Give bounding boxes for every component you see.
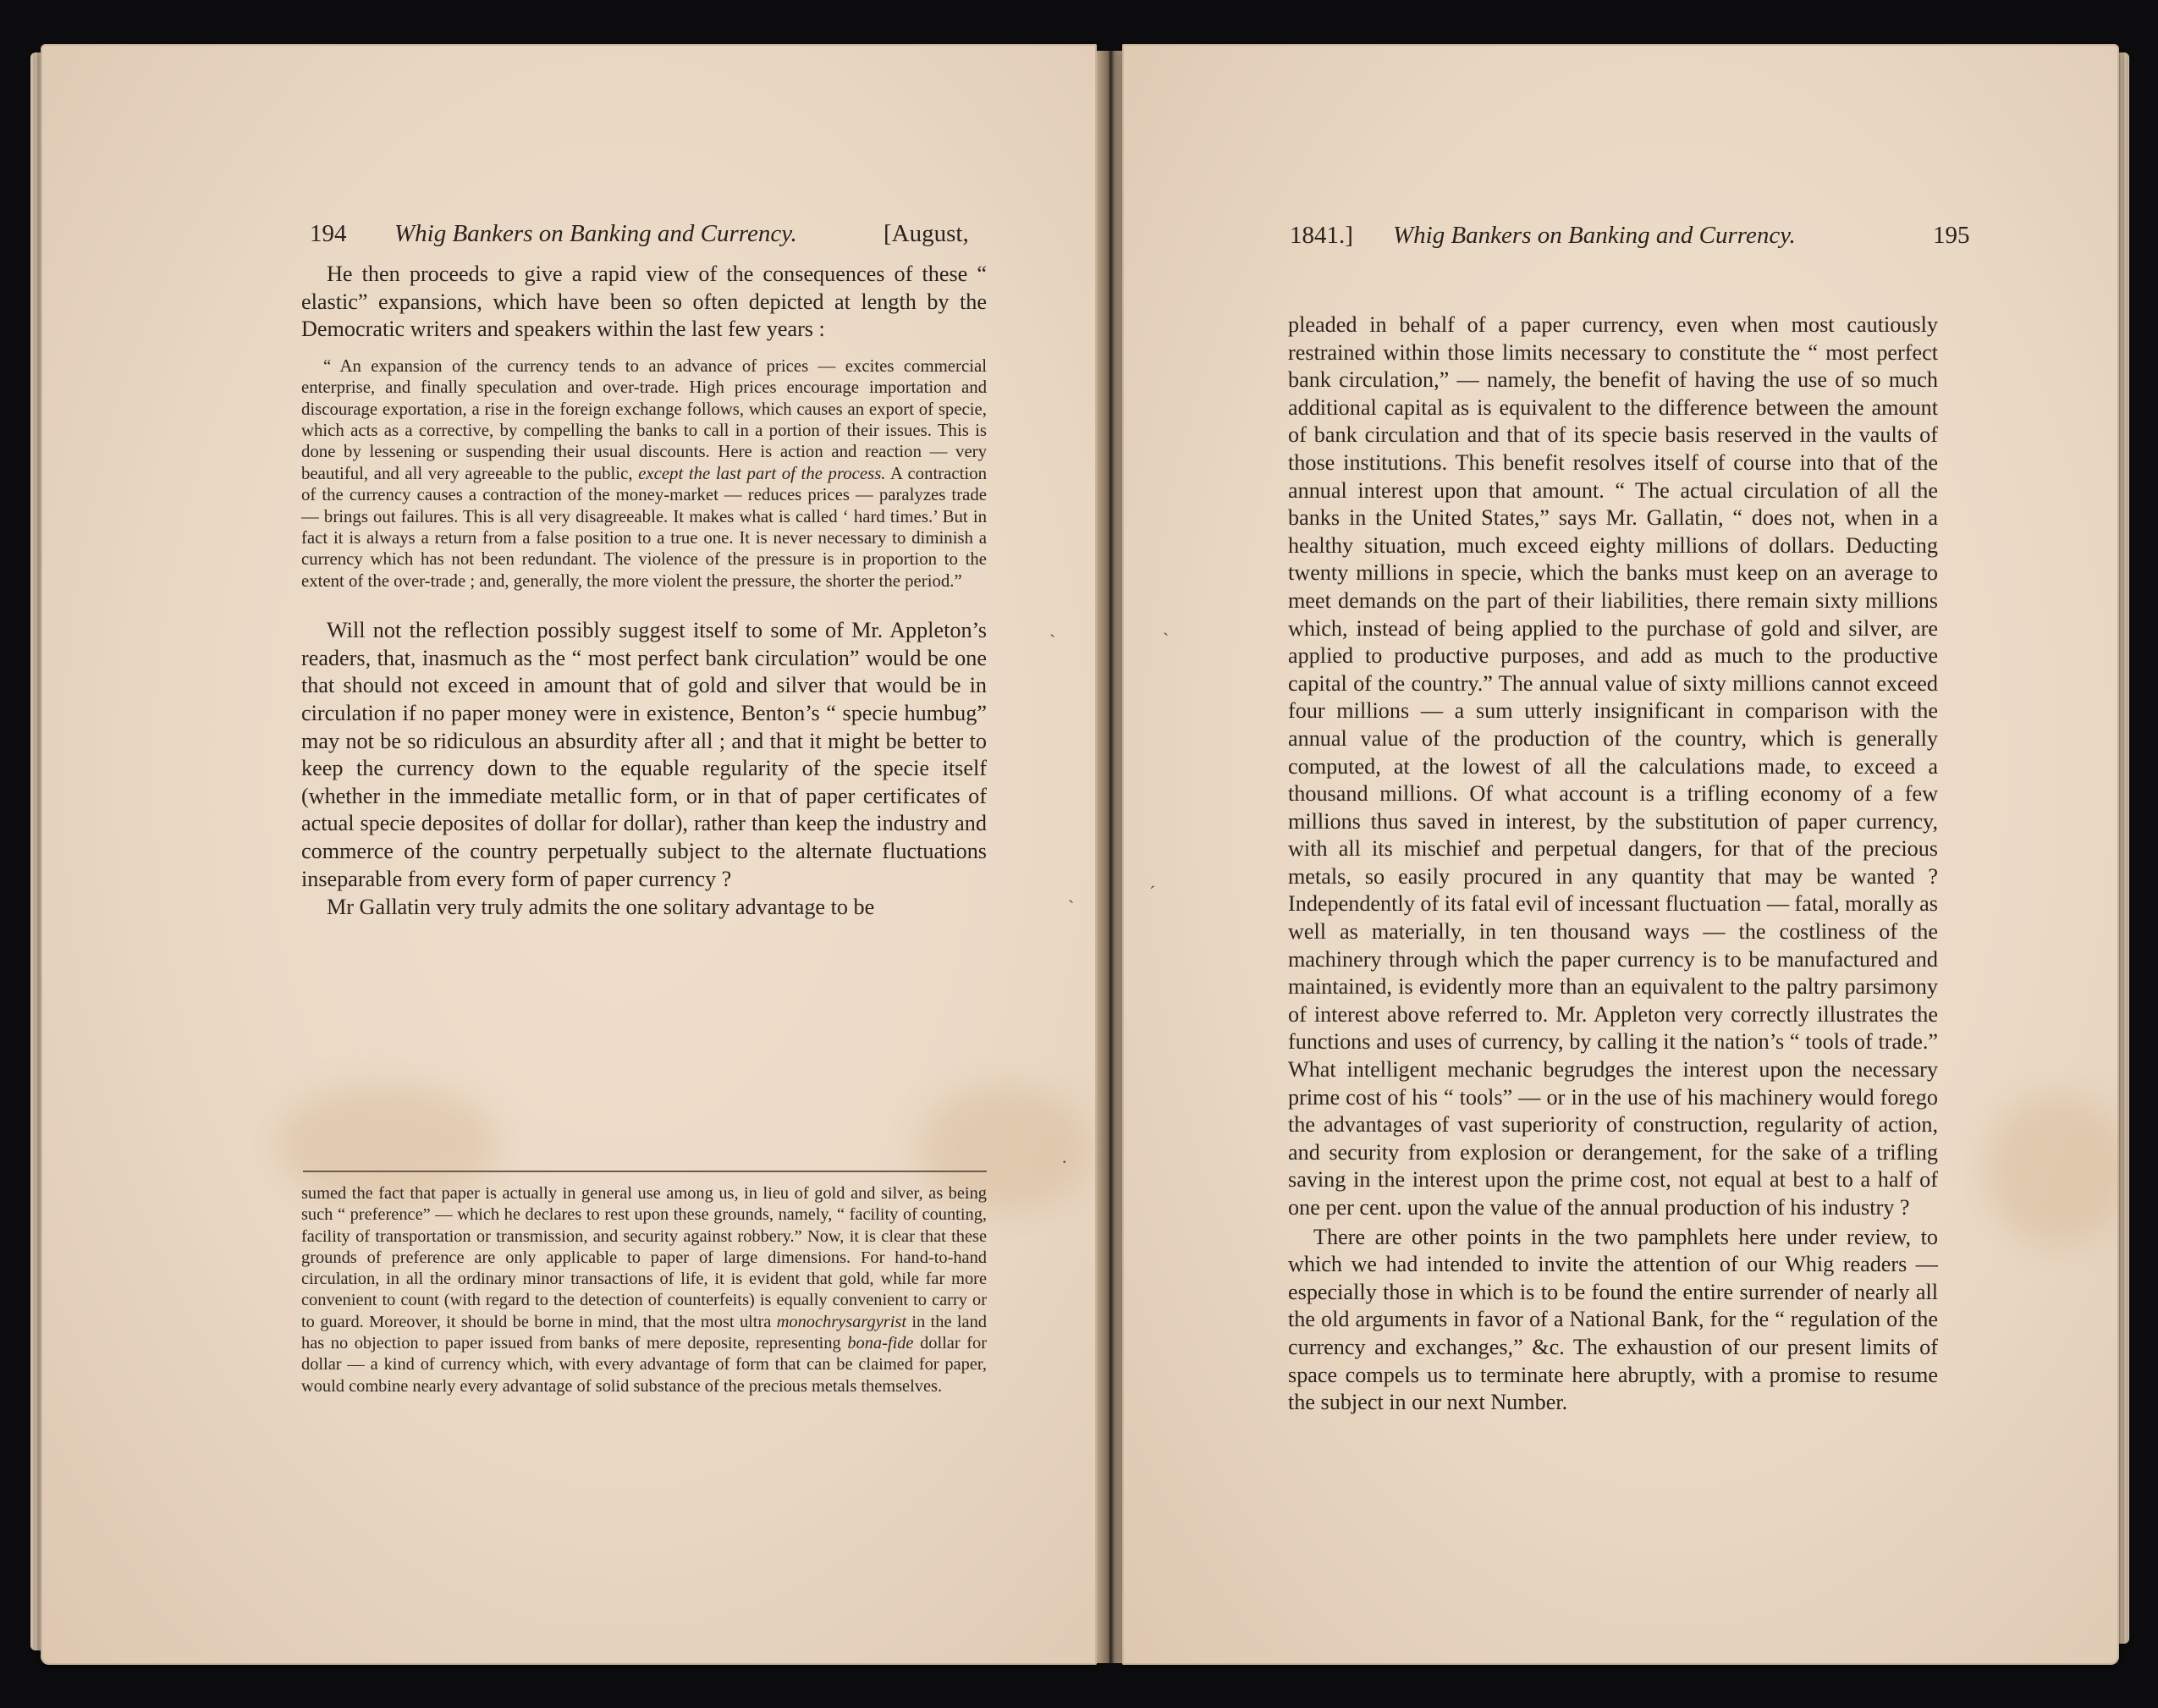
left-running-head [310,220,1012,251]
quote-segment: A contraction of the currency causes a contraction of the money-market — reduces prices — paralyzes trade — brings out failures. This is all very disagreeable. It makes what is called ‘ hard times.’ But in fact it is always a return from a false position to a true one. It is never necessary to diminish a currency which has not been redundant. The violence of the pressure is in proportion to the extent of the over-trade ; and, generally, the more violent the pressure, the shorter the period.” [301,463,987,591]
margin-mark: ˏ [1049,616,1056,637]
running-title: Whig Bankers on Banking and Currency. [394,220,797,247]
issue-date: 1841.] [1290,222,1353,249]
page-number: 194 [310,220,347,247]
main-paragraph: pleaded in behalf of a paper currency, even when most cautiously restrained within those limits necessary to constitute the “ most perfect bank circulation,” — namely, the benefit of having the use of so much additional capital as is equivalent to the difference between the amount of bank circulation and that of its specie basis reserved in the vaults of those institutions. This benefit resolves itself of course into that of the annual interest upon that amount. “ The actual circulation of all the banks in the United States,” says Mr. Gallatin, “ does not, when in a healthy situation, much exceed eighty millions of dollars. Deducting twenty millions in specie, which the banks must keep on an average to meet demands on the part of their liabilities, there remain sixty millions which, instead of being applied to the purchase of gold and silver, are applied to productive purposes, and add as much to the productive capital of the country.” The annual value of sixty millions cannot exceed four millions — a sum utterly insignificant in comparison with the annual value of the production of the country, which is generally computed, at the lowest of all the calculations made, to exceed a thousand millions. Of what account is a trifling economy of a few millions thus saved in interest, by the substitution of paper currency, with all its mischief and perpetual dangers, for that of the precious metals, so easily procured in any quantity that may be wanted ? Independently of its fatal evil of incessant fluctuation — fatal, morally as well as materially, in ten thousand ways — the costliness of the machinery through which the paper currency is to be manufactured and maintained, is evidently more than an equivalent to the paltry parsimony of interest above referred to. Mr. Appleton very correctly illustrates the functions and uses of currency, by calling it the nation’s “ tools of trade.” What intelligent mechanic begrudges the interest upon the necessary prime cost of his “ tools” — or in the use of his machinery would forego the advantages of vast superiority of construction, regularity of action, and security from explosion or derangement, for the sake of a trifling saving in the interest upon the prime cost, not equal at best to a half of one per cent. upon the value of the annual production of his industry ? [1288,312,1938,1220]
block-quotation [301,344,987,592]
footnote-rule [303,1171,987,1172]
gallatin-paragraph: Mr Gallatin very truly admits the one solitary advantage to be [327,895,875,920]
footnote-emphasis: bona-fide [847,1334,914,1353]
margin-mark: ˎ [1068,882,1075,903]
margin-mark: ˊ [1149,882,1156,903]
quote-emphasis: except the last part of the process. [638,463,886,483]
margin-mark: · [1061,1151,1068,1172]
running-title: Whig Bankers on Banking and Currency. [1393,222,1796,249]
footnote-segment: dollar for dollar — a kind of currency which, with every advantage of form that can be claimed for paper, would combine nearly every advantage of solid substance of the precious metals themselves. [301,1334,987,1396]
quote-text [301,355,987,592]
footnote-emphasis: monochrysargyrist [776,1312,906,1331]
footnote-segment: in the land has no objection to paper issued from banks of mere deposite, representing [301,1312,987,1353]
left-text-column [301,261,987,922]
right-page [1122,44,2119,1665]
right-running-head [1290,222,1992,252]
issue-date: [August, [884,220,969,247]
intro-paragraph: He then proceeds to give a rapid view of the consequences of these “ elastic” expansions, which have been so often depicted at length by the Democratic writers and speakers within the last few years : [301,262,987,342]
page-number: 195 [1933,222,1970,249]
left-page [41,44,1097,1665]
closing-paragraph: There are other points in the two pamphlets here under review, to which we had intended to invite the attention of our Whig readers — especially those in which is to be found the entire surrender of nearly all the old arguments in favor of a National Bank, for the “ regulation of the currency and exchanges,” &c. The exhaustion of our present limits of space compels us to terminate here abruptly, with a promise to resume the subject in our next Number. [1288,1224,1938,1415]
right-text-column [1288,311,1938,1417]
quote-segment: “ An expansion of the currency tends to an advance of prices — excites commercial enterprise, and finally speculation and over-trade. High prices encourage importation and discourage exportation, a rise in the foreign exchange follows, which causes an export of specie, which acts as a corrective, by compelling the banks to call in a portion of their issues. This is done by lessening or suspending their usual discounts. Here is action and reaction — very beautiful, and all very agreeable to the public, [301,355,987,483]
book-gutter [1097,51,1122,1663]
reflection-paragraph: Will not the reflection possibly suggest itself to some of Mr. Appleton’s readers, that, inasmuch as the “ most perfect bank circulation” would be one that should not exceed in amount that of gold and silver that would be in circulation if no paper money were in existence, Benton’s “ specie humbug” may not be so ridiculous an absurdity after all ; and that it might be better to keep the currency down to the equable regularity of the specie itself (whether in the immediate metallic form, or in that of paper certificates of actual specie deposites of dollar for dollar), rather than keep the industry and commerce of the country perpetually subject to the alternate fluctuations inseparable from every form of paper currency ? [301,618,987,891]
paper-stain [1985,1094,2119,1246]
footnote-segment: sumed the fact that paper is actually in general use among us, in lieu of gold and silver, as being such “ preference” — which he declares to rest upon these grounds, namely, “ facility of counting, facility of transportation or transmission, and security against robbery.” Now, it is clear that these grounds of preference are only applicable to paper of large dimensions. For hand-to-hand circulation, in all the ordinary minor transactions of life, it is evident that gold, while far more convenient to count (with regard to the detection of counterfeits) is equally convenient to carry or to guard. Moreover, it should be borne in mind, that the most ultra [301,1184,987,1331]
footnote-text [301,1183,987,1397]
margin-mark: ˏ [1163,614,1170,636]
footnote-column [301,1183,987,1397]
